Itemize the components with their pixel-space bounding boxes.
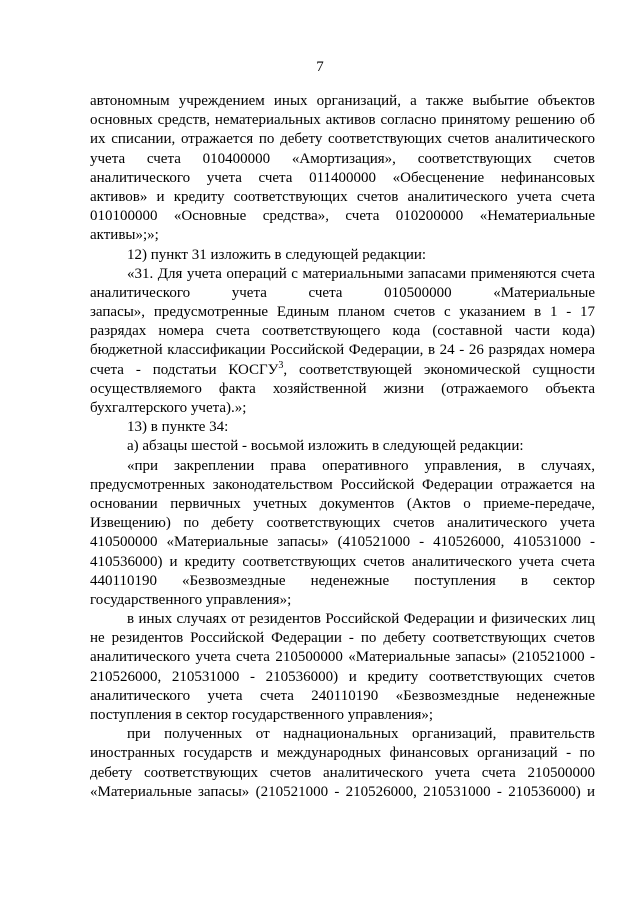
text-line: основных средств, нематериальных активов согласно принятому решению об (90, 112, 595, 129)
text-line: их списании, отражается по дебету соответствующих счетов аналитического (90, 131, 595, 148)
text-line: при полученных от наднациональных организаций, правительств (127, 726, 595, 743)
text-line: учета счета 010400000 «Амортизация», соответствующих счетов (90, 150, 595, 167)
text-line: Извещению) по дебету соответствующих счетов аналитического учета (90, 515, 595, 532)
text-line: 440110190 «Безвозмездные неденежные поступления в сектор (90, 572, 595, 589)
text-line: бухгалтерского учета).»; (90, 400, 247, 416)
document-body (90, 92, 595, 802)
text-line: аналитического учета счета 011400000 «Обесценение нефинансовых (90, 169, 595, 186)
text-line: «при закреплении права оперативного управления, в случаях, (127, 457, 595, 474)
text-line: поступления в сектор государственного управления»; (90, 707, 434, 723)
text-line: 410500000 «Материальные запасы» (410521000 - 410526000, 410531000 - (90, 534, 595, 551)
text-line: «Материальные запасы» (210521000 - 210526000, 210531000 - 210536000) и (90, 783, 595, 800)
text-line: аналитического учета счета 010500000 «Материальные (90, 284, 595, 301)
text-line: автономным учреждением иных организаций, а также выбытие объектов (90, 93, 595, 109)
text-line: бюджетной классификации Российской Федерации, в 24 - 26 разрядах номера (90, 342, 595, 359)
page-number: 7 (316, 59, 324, 75)
text-line: «31. Для учета операций с материальными запасами применяются счета (127, 265, 595, 282)
text-line: аналитического учета счета 210500000 «Материальные запасы» (210521000 - (90, 649, 595, 666)
text-line: активов» и кредиту соответствующих счетов аналитического учета счета (90, 188, 595, 205)
text-line: основании первичных учетных документов (Актов о приеме-передаче, (90, 495, 595, 512)
text-line: 010100000 «Основные средства», счета 010200000 «Нематериальные (90, 208, 595, 225)
text-line: 13) в пункте 34: (127, 419, 229, 436)
text-line: государственного управления»; (90, 591, 292, 608)
text-line: не резидентов Российской Федерации - по дебету соответствующих счетов (90, 630, 595, 647)
text-line: 210526000, 210531000 - 210536000) и кредиту соответствующих счетов (90, 668, 595, 685)
text-line: запасы», предусмотренные Единым планом счетов с указанием в 1 - 17 (90, 304, 595, 321)
text-line: предусмотренных законодательством Российской Федерации отражается на (90, 476, 595, 493)
text-line: иностранных государств и международных финансовых организаций - по (90, 745, 595, 762)
text-line: дебету соответствующих счетов аналитического учета счета 210500000 (90, 764, 595, 781)
text-line: осуществляемого факта хозяйственной жизни (отражаемого объекта (90, 380, 595, 397)
text-segment: счета - подстатьи КОСГУ (90, 361, 279, 378)
text-segment: , соответствующей экономической сущности (283, 361, 595, 378)
text-line (90, 361, 595, 380)
footnote-marker: 3 (278, 359, 284, 371)
text-line: активы»;»; (90, 227, 159, 244)
text-line: 410536000) и кредиту соответствующих счетов аналитического учета счета (90, 553, 595, 570)
text-line: 12) пункт 31 изложить в следующей редакции: (127, 246, 427, 263)
text-line: разрядах номера счета соответствующего кода (составной части кода) (90, 323, 595, 340)
text-line: в иных случаях от резидентов Российской Федерации и физических лиц (127, 611, 595, 628)
text-line: аналитического учета счета 240110190 «Безвозмездные неденежные (90, 687, 595, 704)
text-line: а) абзацы шестой - восьмой изложить в следующей редакции: (127, 438, 524, 455)
